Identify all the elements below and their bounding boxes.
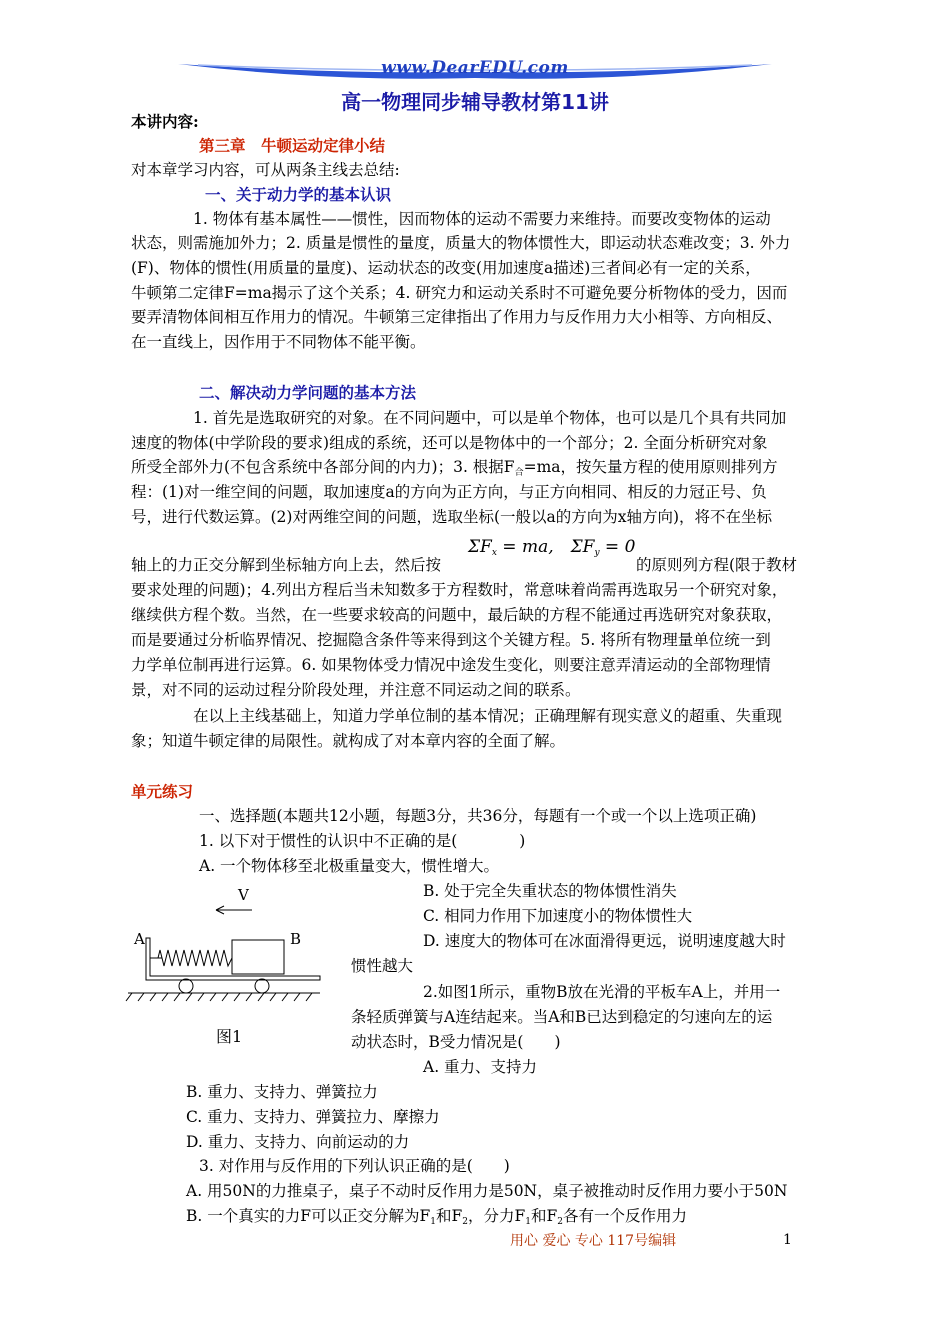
question-2-option-c: C. 重力、支持力、弹簧拉力、摩擦力 bbox=[186, 1108, 440, 1126]
section2-line: 继续供方程个数。当然，在一些要求较高的问题中，最后缺的方程不能通过再选研究对象获取， bbox=[131, 606, 783, 624]
ground-hatching bbox=[126, 993, 312, 1001]
velocity-label: V bbox=[238, 886, 249, 904]
question-2-option-b: B. 重力、支持力、弹簧拉力 bbox=[186, 1083, 378, 1101]
question-1-option-d-cont: 惯性越大 bbox=[351, 957, 414, 975]
section2-summary: 在以上主线基础上，知道力学单位制的基本情况；正确理解有现实意义的超重、失重现 bbox=[193, 707, 783, 725]
section1-heading: 一、关于动力学的基本认识 bbox=[205, 185, 392, 204]
section2-line: 速度的物体(中学阶段的要求)组成的系统，还可以是物体中的一个部分；2. 全面分析研究对象 bbox=[131, 434, 768, 452]
question-1-option-c: C. 相同力作用下加速度小的物体惯性大 bbox=[423, 907, 693, 925]
footer-note: 用心 爱心 专心 117号编辑 bbox=[510, 1233, 677, 1249]
question-1-option-d: D. 速度大的物体可在冰面滑得更远，说明速度越大时 bbox=[423, 932, 786, 950]
section2-line: 的原则列方程(限于教材 bbox=[636, 556, 798, 574]
equilibrium-formula: $\Sigma F_x$ = ma, $\Sigma F_y = 0$ bbox=[468, 537, 636, 558]
wheel-left bbox=[179, 979, 193, 993]
section2-summary: 象；知道牛顿定律的局限性。就构成了对本章内容的全面了解。 bbox=[131, 732, 566, 750]
question-1: 1. 以下对于惯性的认识中不正确的是( ) bbox=[199, 832, 526, 850]
page-title: 高一物理同步辅导教材第11讲 bbox=[341, 90, 609, 114]
question-1-option-a: A. 一个物体移至北极重量变大，惯性增大。 bbox=[199, 857, 500, 875]
site-url[interactable]: www.DearEDU.com bbox=[381, 58, 569, 78]
section1-line: (F)、物体的惯性(用质量的量度)、运动状态的改变(用加速度a描述)三者间必有一定的关系， bbox=[131, 259, 761, 277]
cart-a-label: A bbox=[134, 930, 145, 948]
figure-caption: 图1 bbox=[216, 1027, 243, 1046]
section2-line: 程：(1)对一维空间的问题，取加速度a的方向为正方向，与正方向相同、相反的力冠正号、负 bbox=[131, 483, 767, 501]
question-2-option-d: D. 重力、支持力、向前运动的力 bbox=[186, 1133, 410, 1151]
figure-1-cart-spring bbox=[124, 880, 324, 1050]
section2-heading: 二、解决动力学问题的基本方法 bbox=[199, 383, 417, 402]
intro-lead: 对本章学习内容，可从两条主线去总结: bbox=[131, 161, 400, 179]
question-2: 动状态时，B受力情况是( ) bbox=[351, 1033, 561, 1051]
section1-line: 牛顿第二定律F=ma揭示了这个关系；4. 研究力和运动关系时不可避免要分析物体的受力，因而 bbox=[131, 284, 788, 302]
section1-line: 在一直线上，因作用于不同物体不能平衡。 bbox=[131, 333, 426, 351]
block-b bbox=[232, 940, 284, 974]
block-b-label: B bbox=[290, 930, 302, 948]
section2-line: 力学单位制再进行运算。6. 如果物体受力情况中途发生变化，则要注意弄清运动的全部物理情 bbox=[131, 656, 771, 674]
question-1-option-b: B. 处于完全失重状态的物体惯性消失 bbox=[423, 882, 677, 900]
section2-line: 而是要通过分析临界情况、挖掘隐含条件等来得到这个关键方程。5. 将所有物理量单位统一到 bbox=[131, 631, 771, 649]
section2-line: 要求处理的问题)；4.列出方程后当未知数多于方程数时，常意味着尚需再选取另一个研究对象， bbox=[131, 581, 788, 599]
question-3: 3. 对作用与反作用的下列认识正确的是( ) bbox=[199, 1157, 510, 1175]
exercise-intro: 一、选择题(本题共12小题，每题3分，共36分，每题有一个或一个以上选项正确) bbox=[199, 807, 757, 825]
section1-line: 状态，则需施加外力；2. 质量是惯性的量度，质量大的物体惯性大，即运动状态难改变；3. 外力 bbox=[131, 234, 791, 252]
spring bbox=[158, 950, 232, 966]
question-2: 条轻质弹簧与A连结起来。当A和B已达到稳定的匀速向左的运 bbox=[351, 1008, 773, 1026]
section2-line: 1. 首先是选取研究的对象。在不同问题中，可以是单个物体，也可以是几个具有共同加 bbox=[193, 409, 787, 427]
question-3-option-b: B. 一个真实的力F可以正交分解为$F_1$和$F_2$，分力$F_1$和$F_2$各有一个反作用力 bbox=[186, 1207, 688, 1227]
exercise-heading: 单元练习 bbox=[131, 782, 194, 801]
section2-line: 轴上的力正交分解到坐标轴方向上去，然后按 bbox=[131, 556, 442, 574]
wheel-right bbox=[255, 979, 269, 993]
page-number: 1 bbox=[783, 1232, 792, 1248]
section2-line: 景，对不同的运动过程分阶段处理，并注意不同运动之间的联系。 bbox=[131, 681, 581, 699]
intro-label: 本讲内容: bbox=[131, 112, 199, 131]
section2-line: 号，进行代数运算。(2)对两维空间的问题，选取坐标(一般以a的方向为x轴方向)，将不在坐标 bbox=[131, 508, 773, 526]
question-2: 2.如图1所示，重物B放在光滑的平板车A上，并用一 bbox=[423, 983, 781, 1001]
chapter-title: 第三章 牛顿运动定律小结 bbox=[199, 136, 386, 155]
question-3-option-a: A. 用50N的力推桌子，桌子不动时反作用力是50N，桌子被推动时反作用力要小于50N bbox=[186, 1182, 788, 1200]
section2-line: 所受全部外力(不包含系统中各部分间的内力)；3. 根据$F_合=ma$，按矢量方程的使用原则排列方 bbox=[131, 458, 778, 478]
question-2-option-a: A. 重力、支持力 bbox=[423, 1058, 538, 1076]
section1-line: 要弄清物体间相互作用力的情况。牛顿第三定律指出了作用力与反作用力大小相等、方向相反、 bbox=[131, 308, 783, 326]
section1-line: 1. 物体有基本属性——惯性，因而物体的运动不需要力来维持。而要改变物体的运动 bbox=[193, 210, 771, 228]
